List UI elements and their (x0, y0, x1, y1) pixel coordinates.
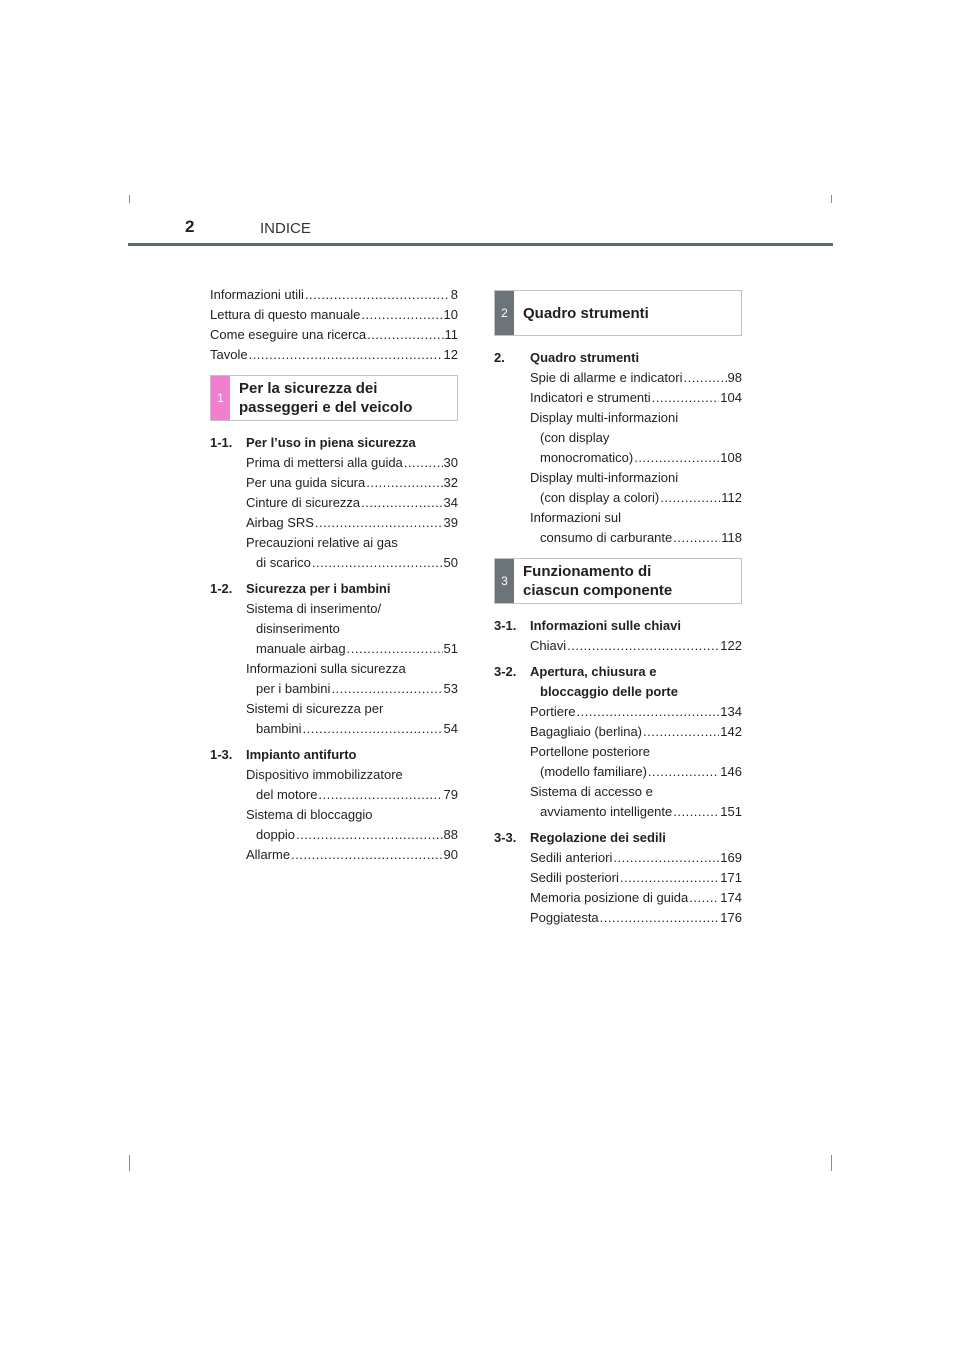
leader-dots (291, 845, 442, 865)
toc-entry[interactable] (246, 845, 458, 865)
toc-entry-text: Precauzioni relative ai gas (246, 535, 398, 550)
section-heading[interactable] (210, 745, 458, 765)
section-number: 3-2. (494, 664, 517, 679)
crop-mark-top-right (831, 195, 832, 203)
toc-entry-line (210, 325, 458, 345)
page-ref: 54 (443, 721, 458, 736)
toc-entry-text: (modello familiare) (540, 764, 647, 779)
toc-entry-text: Informazioni utili (210, 287, 304, 302)
toc-entry-line (246, 719, 458, 739)
section-number: 1-1. (210, 435, 233, 450)
section-title (530, 828, 742, 848)
chapter-number: 1 (211, 376, 230, 420)
toc-entry-line (246, 679, 458, 699)
page-ref: 104 (720, 390, 742, 405)
leader-dots (652, 388, 720, 408)
leader-dots (366, 473, 442, 493)
toc-entry-text: Lettura di questo manuale (210, 307, 361, 322)
section-title (246, 433, 458, 453)
toc-entry[interactable] (246, 533, 458, 573)
section-title-line: Impianto antifurto (246, 747, 357, 762)
toc-entry-text: Portiere (530, 704, 576, 719)
toc-entry-line (246, 639, 458, 659)
section-title-line: Informazioni sulle chiavi (530, 618, 681, 633)
toc-entry-text: Poggiatesta (530, 910, 599, 925)
section-title-line: Regolazione dei sedili (530, 830, 666, 845)
section-title-line: Per l’uso in piena sicurezza (246, 435, 416, 450)
page-ref: 146 (720, 764, 742, 779)
section-heading[interactable] (494, 616, 742, 636)
toc-entry-text: Sistemi di sicurezza per (246, 701, 384, 716)
page-title: INDICE (260, 220, 311, 237)
toc-entry-text: del motore (256, 787, 318, 802)
leader-dots (296, 825, 442, 845)
section-number: 1-2. (210, 581, 233, 596)
toc-entry-text: bambini (256, 721, 302, 736)
toc-entry[interactable] (246, 699, 458, 739)
section-title (530, 616, 742, 636)
leader-dots (689, 888, 719, 908)
toc-entry-text: Come eseguire una ricerca (210, 327, 367, 342)
page-ref: 32 (443, 475, 458, 490)
toc-entry-text: Sistema di inserimento/ (246, 601, 382, 616)
leader-dots (634, 448, 719, 468)
section-title (246, 579, 458, 599)
page-ref: 142 (720, 724, 742, 739)
toc-entry-text: Sistema di accesso e (530, 784, 653, 799)
chapter-title: Funzionamento di ciascun componente (523, 563, 673, 599)
page-ref: 134 (720, 704, 742, 719)
leader-dots (312, 553, 443, 573)
section-title (246, 745, 458, 765)
toc-entry[interactable] (210, 325, 458, 345)
chapter-title: Per la sicurezza dei passeggeri e del veicolo (239, 380, 413, 416)
right-column (494, 290, 742, 928)
leader-dots (318, 785, 442, 805)
toc-entry[interactable] (530, 848, 742, 868)
toc-entry-text: Prima di mettersi alla guida (246, 455, 403, 470)
page-ref: 79 (443, 787, 458, 802)
toc-entry-text: Memoria posizione di guida (530, 890, 689, 905)
toc-entry-line (530, 888, 742, 908)
toc-entry[interactable] (246, 513, 458, 533)
chapter-tab-3[interactable] (494, 558, 742, 604)
crop-mark-bottom-left (129, 1155, 130, 1171)
toc-entry[interactable] (530, 388, 742, 408)
toc-entry[interactable] (246, 599, 458, 659)
page-ref: 151 (720, 804, 742, 819)
section-title (530, 662, 742, 702)
toc-entry-line (246, 453, 458, 473)
leader-dots (673, 528, 720, 548)
toc-entry-text: Spie di allarme e indicatori (530, 370, 683, 385)
leader-dots (567, 636, 719, 656)
page-ref: 51 (443, 641, 458, 656)
section-title-line: Quadro strumenti (530, 350, 640, 365)
toc-entry-text: Portellone posteriore (530, 744, 650, 759)
section-heading[interactable] (494, 348, 742, 368)
toc-entry[interactable] (530, 636, 742, 656)
toc-entry[interactable] (246, 765, 458, 805)
chapter-tab-1[interactable] (210, 375, 458, 421)
section-title (530, 348, 742, 368)
toc-entry-text: Sedili posteriori (530, 870, 619, 885)
leader-dots (361, 305, 442, 325)
page-ref: 174 (720, 890, 742, 905)
toc-entry-text: Display multi-informazioni (530, 470, 679, 485)
toc-entry[interactable] (210, 305, 458, 325)
section-heading[interactable] (210, 433, 458, 453)
page-number: 2 (185, 217, 195, 236)
leader-dots (331, 679, 442, 699)
toc-entry-line (530, 702, 742, 722)
page-ref: 50 (443, 555, 458, 570)
toc-entry-line (246, 845, 458, 865)
toc-entry-line (530, 368, 742, 388)
toc-entry-text: consumo di carburante (540, 530, 673, 545)
header-rule (128, 243, 833, 246)
toc-entry[interactable] (530, 888, 742, 908)
crop-mark-top-left (129, 195, 130, 203)
toc-entry-text: Bagagliaio (berlina) (530, 724, 643, 739)
toc-entry-text: Per una guida sicura (246, 475, 366, 490)
toc-entry-text: Tavole (210, 347, 248, 362)
leader-dots (315, 513, 443, 533)
leader-dots (643, 722, 719, 742)
crop-mark-bottom-right (831, 1155, 832, 1171)
toc-entry-line (246, 493, 458, 513)
page-ref: 98 (727, 370, 742, 385)
page-ref: 53 (443, 681, 458, 696)
toc-entry[interactable] (246, 473, 458, 493)
toc-entry[interactable] (530, 368, 742, 388)
toc-entry[interactable] (210, 345, 458, 365)
page-header (128, 215, 833, 248)
toc-entry[interactable] (530, 908, 742, 928)
toc-entry-line (530, 636, 742, 656)
leader-dots (305, 285, 450, 305)
page-ref: 169 (720, 850, 742, 865)
leader-dots (577, 702, 720, 722)
toc-entry-text: (con display (540, 430, 610, 445)
chapter-3-sections (494, 616, 742, 928)
page-ref: 10 (443, 307, 458, 322)
toc-entry[interactable] (246, 659, 458, 699)
toc-entry-line (530, 388, 742, 408)
toc-entry-text: Cinture di sicurezza (246, 495, 361, 510)
leader-dots (613, 848, 719, 868)
toc-entry[interactable] (530, 408, 742, 468)
toc-entry[interactable] (246, 453, 458, 473)
section-number: 2. (494, 350, 505, 365)
toc-entry-line (246, 825, 458, 845)
page-ref: 108 (720, 450, 742, 465)
page-ref: 12 (443, 347, 458, 362)
toc-entry-line (246, 473, 458, 493)
page-ref: 8 (450, 287, 458, 302)
toc-entry-text: manuale airbag (256, 641, 346, 656)
toc-entry-text: Airbag SRS (246, 515, 314, 530)
toc-entry-text: Indicatori e strumenti (530, 390, 651, 405)
toc-entry-text: Informazioni sulla sicurezza (246, 661, 406, 676)
chapter-1-sections (210, 433, 458, 865)
section-number: 3-1. (494, 618, 517, 633)
toc-entry-line (246, 513, 458, 533)
leader-dots (673, 802, 719, 822)
toc-entry[interactable] (246, 493, 458, 513)
leader-dots (620, 868, 719, 888)
leader-dots (404, 453, 443, 473)
page-ref: 90 (443, 847, 458, 862)
toc-entry-text: Informazioni sul (530, 510, 622, 525)
chapter-number: 2 (495, 291, 514, 335)
page-ref: 30 (443, 455, 458, 470)
chapter-title: Quadro strumenti (523, 305, 649, 322)
leader-dots (347, 639, 443, 659)
section-heading[interactable] (210, 579, 458, 599)
toc-entry-line (530, 868, 742, 888)
toc-entry-line (530, 448, 742, 468)
toc-entry-text: avviamento intelligente (540, 804, 673, 819)
chapter-2-sections (494, 348, 742, 548)
toc-entry-line (530, 488, 742, 508)
page-ref: 112 (721, 490, 742, 505)
section-title-line: bloccaggio delle porte (540, 684, 678, 699)
toc-entry-text: disinserimento (256, 621, 340, 636)
leader-dots (648, 762, 719, 782)
toc-entry[interactable] (530, 722, 742, 742)
toc-entry-line (530, 848, 742, 868)
toc-entry-line (210, 285, 458, 305)
page-ref: 122 (720, 638, 742, 653)
toc-entry[interactable] (530, 468, 742, 508)
leader-dots (303, 719, 443, 739)
toc-entry-line (530, 762, 742, 782)
section-number: 1-3. (210, 747, 233, 762)
toc-entry-text: (con display a colori) (540, 490, 660, 505)
page-ref: 171 (720, 870, 742, 885)
toc-entry-line (530, 528, 742, 548)
intro-list (210, 285, 458, 365)
toc-entry[interactable] (530, 742, 742, 782)
section-heading[interactable] (494, 662, 742, 702)
section-heading[interactable] (494, 828, 742, 848)
toc-entry[interactable] (246, 805, 458, 845)
toc-entry-line (530, 802, 742, 822)
toc-entry-line (530, 908, 742, 928)
toc-entry-text: monocromatico) (540, 450, 634, 465)
toc-entry-line (210, 305, 458, 325)
page-ref: 39 (443, 515, 458, 530)
chapter-number: 3 (495, 559, 514, 603)
toc-entry-text: Display multi-informazioni (530, 410, 679, 425)
toc-entry[interactable] (530, 782, 742, 822)
toc-entry-text: Dispositivo immobilizzatore (246, 767, 403, 782)
leader-dots (249, 345, 443, 365)
toc-entry-text: Allarme (246, 847, 291, 862)
leader-dots (361, 493, 442, 513)
section-title-line: Apertura, chiusura e (530, 664, 657, 679)
chapter-tab-2[interactable] (494, 290, 742, 336)
left-column (210, 285, 458, 865)
leader-dots (683, 368, 726, 388)
toc-entry-text: per i bambini (256, 681, 331, 696)
toc-entry-text: Sistema di bloccaggio (246, 807, 373, 822)
toc-entry[interactable] (530, 702, 742, 722)
toc-entry-text: doppio (256, 827, 296, 842)
toc-entry-line (530, 722, 742, 742)
leader-dots (600, 908, 720, 928)
toc-entry-line (210, 345, 458, 365)
toc-entry[interactable] (530, 868, 742, 888)
toc-entry[interactable] (530, 508, 742, 548)
toc-entry-text: Chiavi (530, 638, 567, 653)
page-ref: 118 (721, 530, 742, 545)
toc-entry-line (246, 785, 458, 805)
leader-dots (367, 325, 443, 345)
toc-entry-line (246, 553, 458, 573)
toc-entry[interactable] (210, 285, 458, 305)
section-number: 3-3. (494, 830, 517, 845)
toc-entry-text: di scarico (256, 555, 311, 570)
leader-dots (660, 488, 720, 508)
section-title-line: Sicurezza per i bambini (246, 581, 391, 596)
page-ref: 88 (443, 827, 458, 842)
page-ref: 176 (720, 910, 742, 925)
page-ref: 34 (443, 495, 458, 510)
page-ref: 11 (444, 327, 458, 342)
toc-entry-text: Sedili anteriori (530, 850, 613, 865)
